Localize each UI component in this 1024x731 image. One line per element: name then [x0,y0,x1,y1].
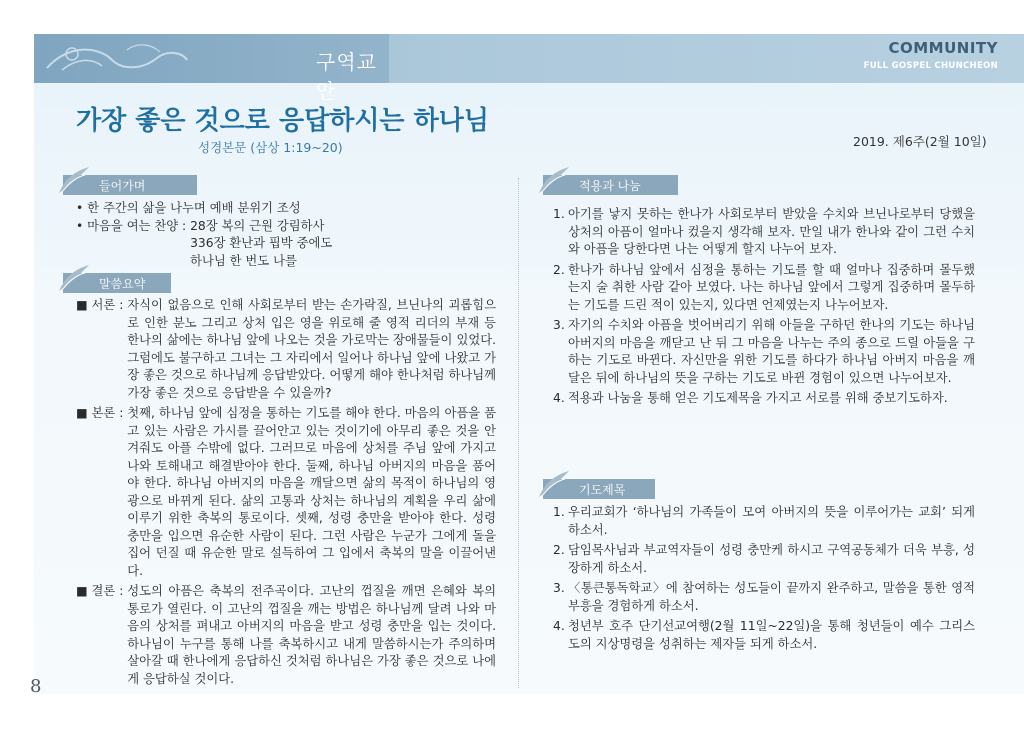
prayer-block [553,504,975,653]
conclusion-label: ■ 결론 : [76,584,128,598]
item-number: 1. [553,505,565,519]
header-banner [34,34,1024,103]
leaf-icon [537,469,571,499]
item-text: 청년부 호주 단기선교여행(2월 11일~22일)을 통해 청년들이 예수 그리스도의 지상명령을 성취하는 제자들 되게 하소서. [568,619,975,651]
item-number: 2. [553,262,565,277]
praise-label: • 마음을 여는 찬양 : [76,218,191,233]
item-text: 자기의 수치와 아픔을 벗어버리기 위해 아들을 구하던 한나의 기도는 하나님 아버지의 마음을 깨닫고 난 뒤 그 마음을 나누는 주의 종으로 드릴 아들을 구하는 기도로 바뀐다. 자신만을 위한 기도를 하다가 하나님 아버지 마음을 깨달은 뒤에 하나님의 뜻을 구하는 기도로 바뀐 경험이 있으면 나누어보자. [568,318,975,385]
section-header-intro [63,175,197,195]
body-label: ■ 본론 : [76,406,128,420]
prayer-item [553,504,975,539]
section-bar-prayer: 기도제목 [543,479,655,499]
song-2: 336장 환난과 핍박 중에도 [190,236,333,250]
summary-intro-row [76,297,496,402]
intro-line-1: • 한 주간의 삶을 나누며 예배 분위기 조성 [76,201,301,215]
item-text: 적용과 나눔을 통해 얻은 기도제목을 가지고 서로를 위해 중보기도하자. [568,391,948,405]
section-bar-intro: 들어가며 [63,175,197,195]
song-3: 하나님 한 번도 나를 [190,253,297,268]
item-text: 담임목사님과 부교역자들이 성령 충만케 하시고 구역공동체가 더욱 부흥, 성장하게 하소서. [568,543,975,575]
church-name: FULL GOSPEL CHUNCHEON [863,61,998,71]
scripture-reference: 성경본문 (삼상 1:19~20) [198,140,343,155]
swirl-ornament-icon [42,40,192,78]
summary-body-row [76,405,496,580]
section-header-summary [63,273,171,293]
leaf-icon [57,263,91,293]
conclusion-text: 성도의 아픔은 축복의 전주곡이다. 고난의 껍질을 깨면 은혜와 복의 통로가 열린다. 이 고난의 껍질을 깨는 방법은 하나님께 달려 나와 마음의 상처를 펴내고 아버지의 마음을 받고 성령 충만을 입는 것이다. 하나님이 누구를 통해 나를 축복하시고 내게 말씀하시는가 주의하며 살아갈 때 한나에게 응답하신 것처럼 하나님은 가장 좋은 것으로 나에게 응답하실 것이다. [127,584,496,686]
item-number: 4. [553,619,565,633]
application-block [553,206,975,408]
summary-block [76,297,496,688]
leaf-icon [537,165,571,195]
intro-label: ■ 서론 : [76,298,128,312]
page-number: 8 [30,676,42,697]
section-bar-summary: 말씀요약 [63,273,171,293]
column-divider [518,178,519,688]
summary-conclusion-row [76,583,496,688]
application-item [553,317,975,387]
application-item [553,206,975,259]
praise-songs [190,218,332,271]
item-text: 한나가 하나님 앞에서 심정을 통하는 기도를 할 때 얼마나 집중하며 몰두했는지 술 취한 사람 같아 보였다. 나는 하나님 앞에서 그렇게 집중하며 몰두하는 기도를 드린 적이 있는지, 있다면 언제였는지 나누어보자. [568,262,975,312]
prayer-item [553,618,975,653]
intro-block [76,200,506,270]
section-bar-application: 적용과 나눔 [543,175,678,195]
item-text: 아기를 낳지 못하는 한나가 사회로부터 받았을 수치와 브닌나로부터 당했을 상처의 아픔이 얼마나 컸을지 생각해 보자. 만일 내가 한나와 같이 그런 수치와 아픔을 당한다면 나는 어떻게 할지 나누어 보자. [568,207,975,256]
item-number: 4. [553,391,565,405]
intro-text: 자식이 없음으로 인해 사회로부터 받는 손가락질, 브닌나의 괴롭힘으로 인한 분노 그리고 상처 입은 영을 위로해 줄 영적 리더의 부재 등 한나의 삶에는 하나님 앞에 나오는 것을 가로막는 장애물들이 있었다. 그럼에도 불구하고 그녀는 그 자리에서 일어나 하나님 앞에 나왔고 가장 좋은 것으로 하나님께 응답받았다. 어떻게 해야 한나처럼 하나님께 가장 좋은 것으로 응답받을 수 있을까? [127,298,496,400]
date-label: 2019. 제6주(2월 10일) [853,134,987,149]
page-title: 가장 좋은 것으로 응답하시는 하나님 [76,106,489,136]
body-text: 첫째, 하나님 앞에 심정을 통하는 기도를 해야 한다. 마음의 아픔을 품고 있는 사람은 가시를 끌어안고 있는 것이기에 아무리 좋은 것을 안겨줘도 아플 수밖에 없다. 그러므로 마음에 상처를 주님 앞에 가지고 나와 토해내고 해결받아야 한다. 둘째, 하나님 아버지의 마음을 품어야 한다. 하나님 아버지의 마음을 깨달으면 삶의 목적이 하나님의 영광으로 바뀌게 된다. 삶의 고통과 상처는 하나님의 계획을 우리 삶에 이루기 위한 축복의 통로이다. 셋째, 성령 충만을 받아야 한다. 성령 충만을 입으면 유순한 사람이 된다. 그런 사람은 누군가 그에게 돌을 집어 던질 때 유순한 말로 설득하여 그 입에서 축복의 말을 이끌어낸다. [127,406,496,578]
application-item [553,390,975,408]
item-number: 2. [553,543,565,557]
application-item [553,262,975,315]
section-header-application [543,175,678,195]
item-text: 우리교회가 ‘하나님의 가족들이 모여 아버지의 뜻을 이루어가는 교회’ 되게 하소서. [568,505,975,537]
leaf-icon [57,165,91,195]
item-number: 3. [553,318,565,332]
section-header-prayer [543,479,655,499]
community-label: COMMUNITY [888,39,998,57]
header-section-title: 구역교안 [316,50,377,103]
item-number: 3. [553,581,565,595]
prayer-item [553,580,975,615]
song-1: 28장 복의 근원 강림하사 [190,218,325,233]
header-left-panel [34,34,389,103]
prayer-item [553,542,975,577]
item-text: 〈통큰통독학교〉에 참여하는 성도들이 끝까지 완주하고, 말씀을 통한 영적부흥을 경험하게 하소서. [568,581,975,613]
item-number: 1. [553,207,565,221]
praise-row [76,218,506,271]
